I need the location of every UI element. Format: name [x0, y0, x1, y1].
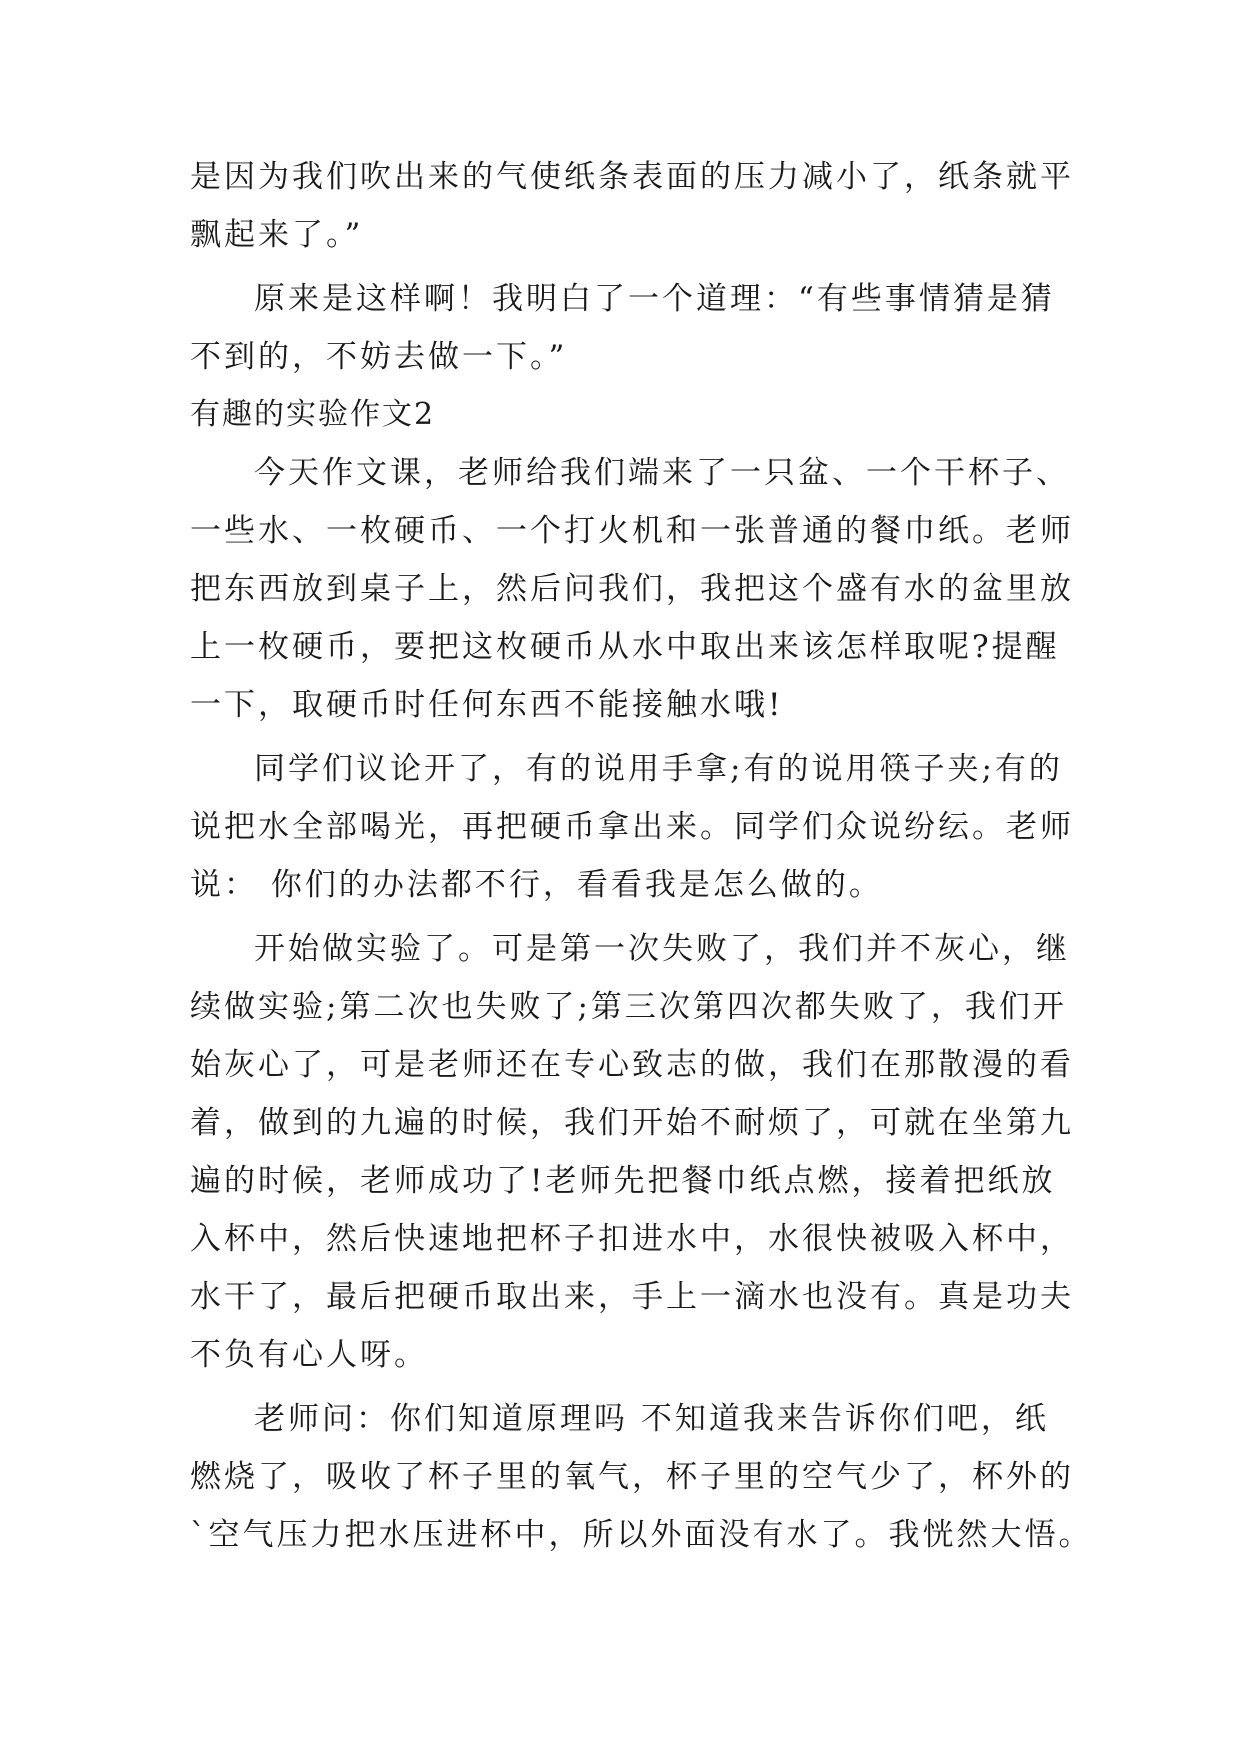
text-line: 说： 你们的办法都不行，看看我是怎么做的。 — [190, 867, 883, 903]
text-line: 同学们议论开了，有的说用手拿;有的说用筷子夹;有的 — [254, 751, 1063, 787]
text-line: 水干了，最后把硬币取出来，手上一滴水也没有。真是功夫 — [190, 1279, 1074, 1315]
text-line: 着，做到的九遍的时候，我们开始不耐烦了，可就在坐第九 — [190, 1105, 1074, 1141]
text-line: `空气压力把水压进杯中，所以外面没有水了。我恍然大悟。 — [190, 1517, 1093, 1553]
text-line: 不负有心人呀。 — [190, 1337, 428, 1373]
text-line: 把东西放到桌子上，然后问我们，我把这个盛有水的盆里放 — [190, 571, 1074, 607]
text-line: 续做实验;第二次也失败了;第三次第四次都失败了，我们开 — [190, 989, 1067, 1025]
text-line: 一下，取硬币时任何东西不能接触水哦! — [190, 687, 784, 723]
text-line: 遍的时候，老师成功了!老师先把餐巾纸点燃，接着把纸放 — [190, 1163, 1056, 1199]
document-page — [190, 148, 1093, 1564]
text-line: 入杯中，然后快速地把杯子扣进水中，水很快被吸入杯中， — [190, 1221, 1074, 1257]
text-line: 一些水、一枚硬币、一个打火机和一张普通的餐巾纸。老师 — [190, 513, 1074, 549]
text-line: 原来是这样啊！我明白了一个道理：“有些事情猜是猜 — [254, 281, 1055, 317]
essay-title: 有趣的实验作文2 — [190, 397, 436, 432]
text-line: 今天作文课，老师给我们端来了一只盆、一个干杯子、 — [254, 455, 1070, 491]
text-line: 老师问：你们知道原理吗 不知道我来告诉你们吧，纸 — [254, 1401, 1049, 1437]
text-line: 说把水全部喝光，再把硬币拿出来。同学们众说纷纭。老师 — [190, 809, 1074, 845]
text-line: 是因为我们吹出来的气使纸条表面的压力减小了，纸条就平 — [190, 159, 1074, 195]
text-line: 燃烧了，吸收了杯子里的氧气，杯子里的空气少了，杯外的 — [190, 1459, 1074, 1495]
text-line: 上一枚硬币，要把这枚硬币从水中取出来该怎样取呢?提醒 — [190, 629, 1060, 665]
text-line: 开始做实验了。可是第一次失败了，我们并不灰心，继 — [254, 931, 1070, 967]
text-line: 不到的，不妨去做一下。” — [190, 339, 568, 375]
text-line: 始灰心了，可是老师还在专心致志的做，我们在那散漫的看 — [190, 1047, 1074, 1083]
text-line: 飘起来了。” — [190, 217, 364, 253]
